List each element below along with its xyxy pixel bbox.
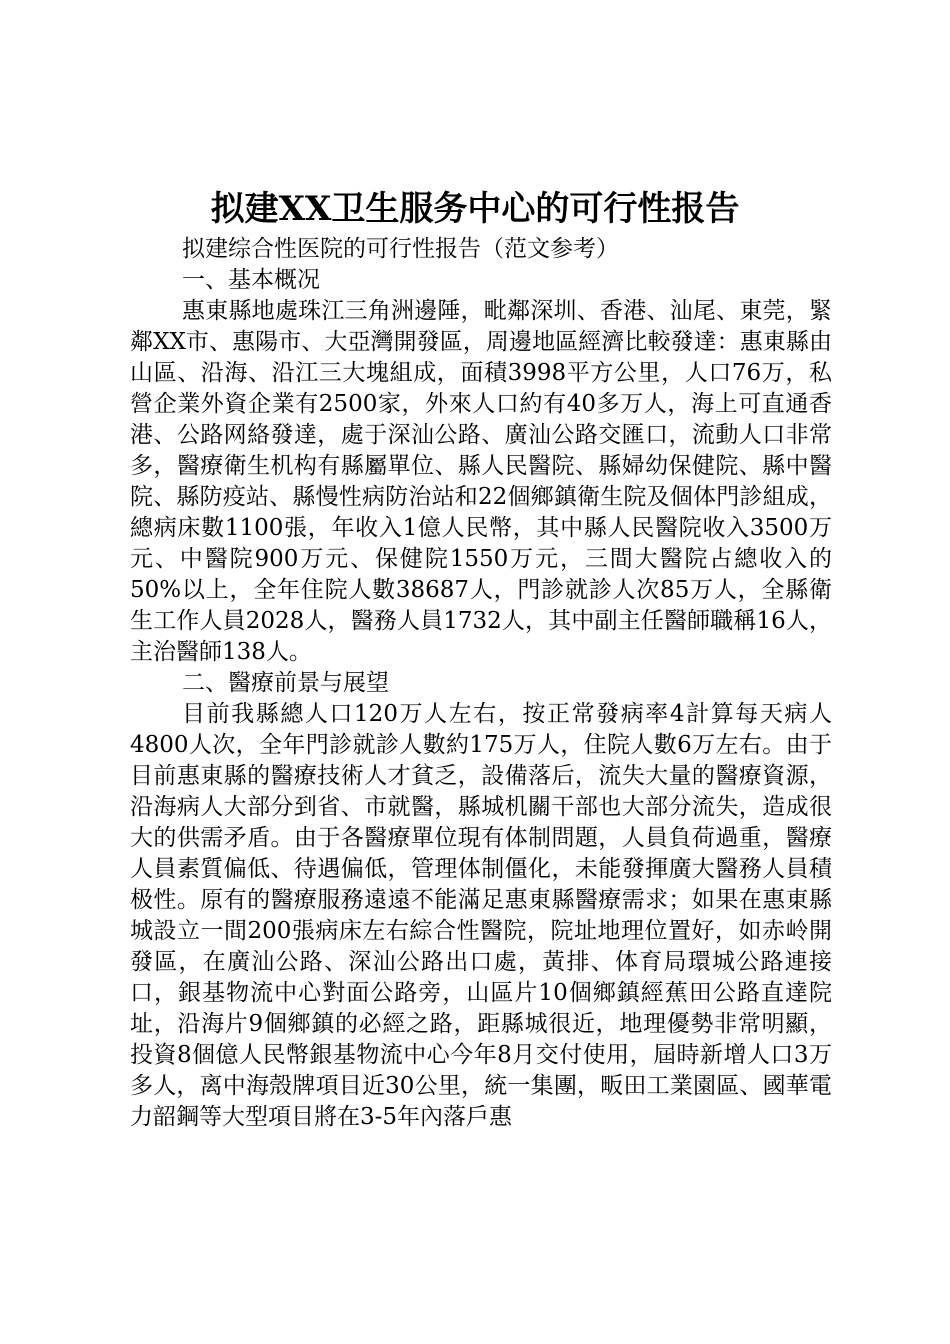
body-paragraph-1: 惠東縣地處珠江三角洲邊陲，毗鄰深圳、香港、汕尾、東莞，緊鄰XX市、惠陽市、大亞灣開發區，周邊地區經濟比較發達：惠東縣由山區、沿海、沿江三大塊組成，面積3998平方公里，人口76万，私營企業外資企業有2500家，外來人口約有40多万人，海上可直通香港、公路网絡發達，處于深汕公路、廣汕公路交匯口，流動人口非常多，醫療衛生机构有縣屬單位、縣人民醫院、縣婦幼保健院、縣中醫院、縣防疫站、縣慢性病防治站和22個鄉鎮衛生院及個体門診組成，總病床數1100張，年收入1億人民幣，其中縣人民醫院收入3500万元、中醫院900万元、保健院1550万元，三間大醫院占總收入的50%以上，全年住院人數38687人，門診就診人次85万人，全縣衛生工作人員2028人，醫務人員1732人，其中副主任醫師職稱16人，主治醫師138人。 bbox=[130, 298, 832, 665]
document-title: 拟建XX卫生服务中心的可行性报告 bbox=[210, 189, 740, 229]
section-heading-1: 一、基本概况 bbox=[182, 267, 320, 293]
section-heading-2: 二、醫療前景与展望 bbox=[182, 670, 389, 696]
subtitle: 拟建综合性医院的可行性报告（范文参考） bbox=[182, 236, 619, 262]
document-body bbox=[130, 234, 832, 1133]
body-paragraph-2: 目前我縣總人口120万人左右，按正常發病率4計算每天病人4800人次，全年門診就診人數約175万人，住院人數6万左右。由于目前惠東縣的醫療技術人才貧乏，設備落后，流失大量的醫療資源，沿海病人大部分到省、市就醫，縣城机關干部也大部分流失，造成很大的供需矛盾。由于各醫療單位現有体制問題，人員負荷過重，醫療人員素質偏低、待遇偏低，管理体制僵化，未能發揮廣大醫務人員積极性。原有的醫療服務遠遠不能滿足惠東縣醫療需求；如果在惠東縣城設立一間200張病床左右綜合性醫院，院址地理位置好，如赤岭開發區，在廣汕公路、深汕公路出口處，黃排、体育局環城公路連接口，銀基物流中心對面公路旁，山區片10個鄉鎮經蕉田公路直達院址，沿海片9個鄉鎮的必經之路，距縣城很近，地理優勢非常明顯，投資8個億人民幣銀基物流中心今年8月交付使用，屆時新增人口3万多人，离中海殼牌項目近30公里，統一集團，畈田工業園區、國華電力韶鋼等大型項目將在3-5年內落戶惠 bbox=[130, 701, 832, 1130]
